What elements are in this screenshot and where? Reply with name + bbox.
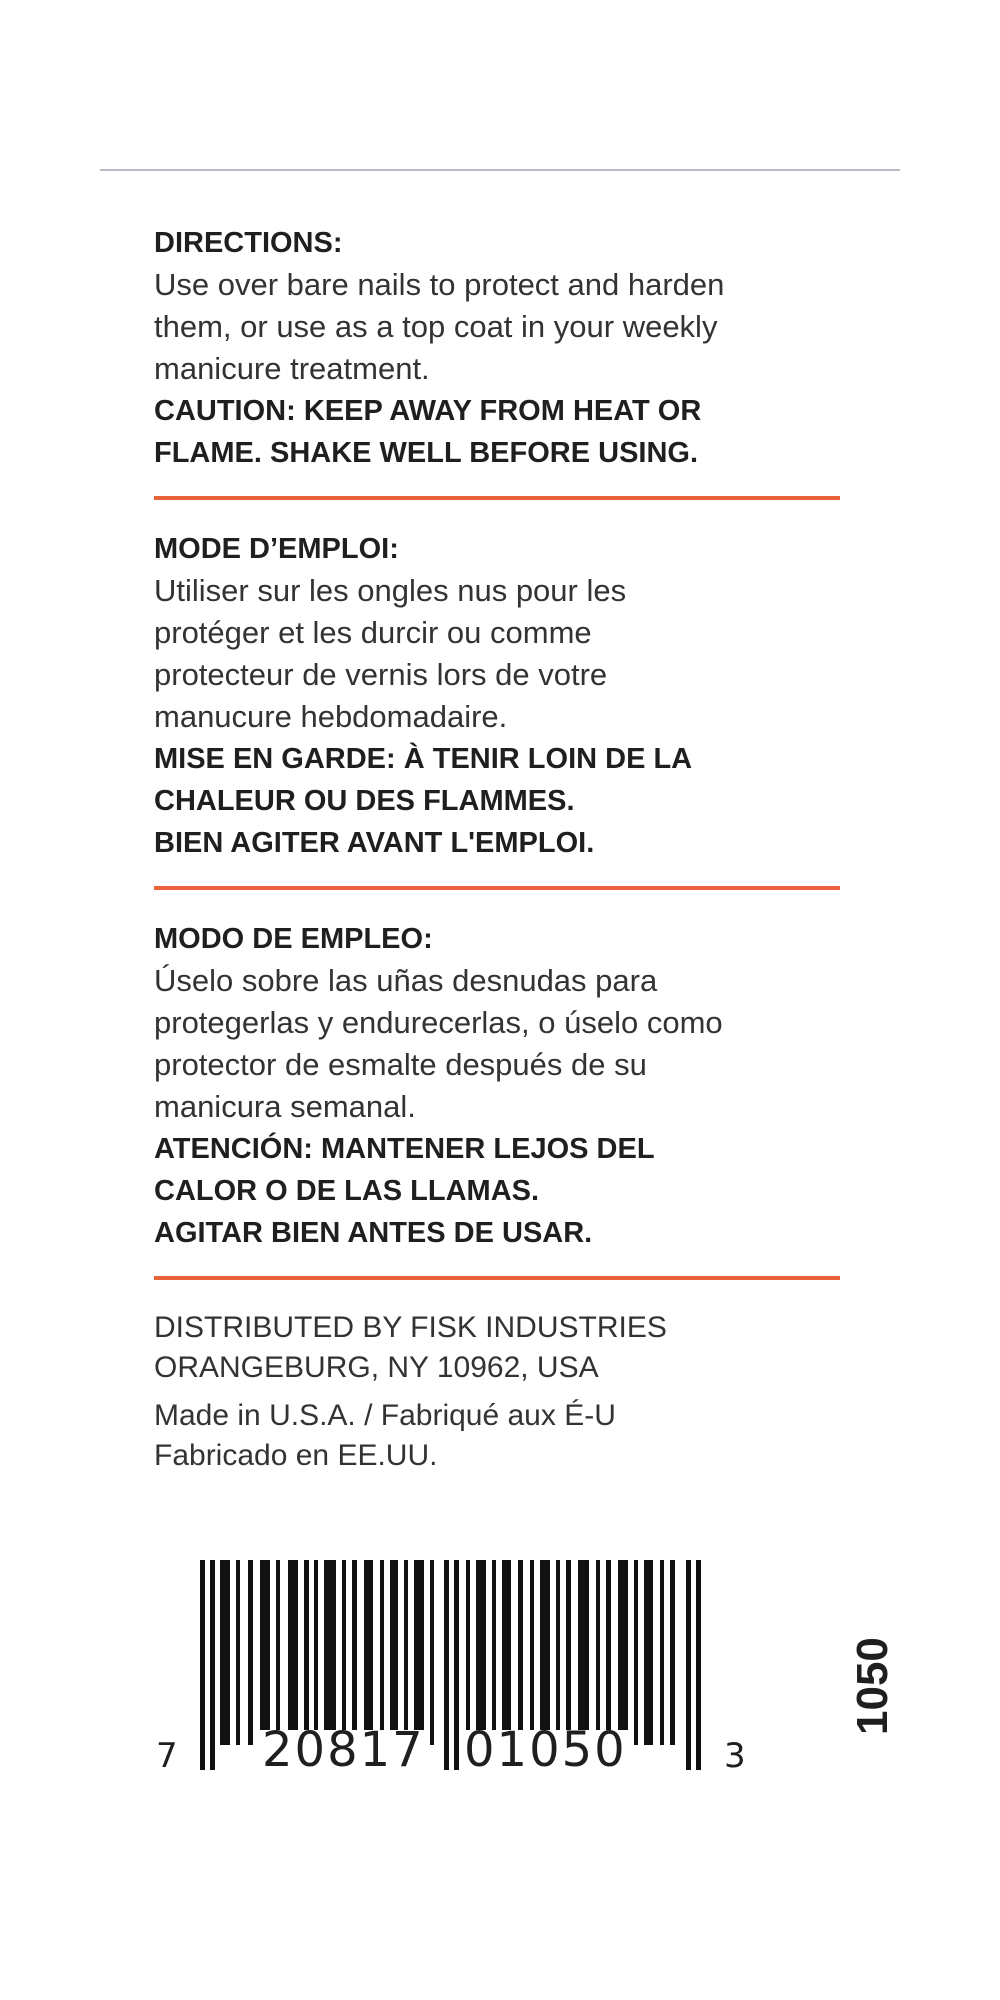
directions-body-line: Use over bare nails to protect and harden	[154, 267, 725, 302]
section-directions-es	[154, 918, 854, 1254]
section-divider	[154, 1276, 840, 1280]
section-directions-en	[154, 222, 854, 474]
caution-line: BIEN AGITER AVANT L'EMPLOI.	[154, 827, 595, 859]
barcode-group-2: 01050	[464, 1722, 627, 1778]
directions-body-line: manicure treatment.	[154, 351, 430, 386]
caution-line: CALOR O DE LAS LLAMAS.	[154, 1175, 540, 1207]
distributor-line: ORANGEBURG, NY 10962, USA	[154, 1351, 599, 1384]
directions-body-line: Úselo sobre las uñas desnudas para	[154, 963, 658, 998]
made-in-line: Fabricado en EE.UU.	[154, 1439, 438, 1472]
directions-body-line: manucure hebdomadaire.	[154, 699, 508, 734]
section-divider	[154, 886, 840, 890]
directions-body-line: them, or use as a top coat in your weekly	[154, 309, 718, 344]
top-divider	[100, 169, 900, 171]
caution-line: CAUTION: KEEP AWAY FROM HEAT OR	[154, 395, 702, 427]
directions-body-line: protegerlas y endurecerlas, o úselo como	[154, 1005, 723, 1040]
caution-line: AGITAR BIEN ANTES DE USAR.	[154, 1217, 593, 1249]
directions-heading: MODO DE EMPLEO:	[154, 923, 433, 955]
directions-body-line: protecteur de vernis lors de votre	[154, 657, 608, 692]
distributor-block	[154, 1308, 854, 1388]
caution-line: CHALEUR OU DES FLAMMES.	[154, 785, 575, 817]
directions-body-line: Utiliser sur les ongles nus pour les	[154, 573, 627, 608]
distributor-line: DISTRIBUTED BY FISK INDUSTRIES	[154, 1311, 667, 1344]
barcode	[150, 1560, 770, 1780]
directions-body-line: protéger et les durcir ou comme	[154, 615, 592, 650]
section-directions-fr	[154, 528, 854, 864]
made-in-block	[154, 1396, 854, 1476]
caution-line: MISE EN GARDE: À TENIR LOIN DE LA	[154, 743, 693, 775]
made-in-line: Made in U.S.A. / Fabriqué aux É-U	[154, 1399, 616, 1432]
directions-heading: MODE D’EMPLOI:	[154, 533, 399, 565]
side-product-code: 1050	[848, 1637, 897, 1735]
barcode-left-digit: 7	[156, 1736, 178, 1776]
directions-body-line: protector de esmalte después de su	[154, 1047, 647, 1082]
label-text-block	[154, 222, 854, 1476]
caution-line: FLAME. SHAKE WELL BEFORE USING.	[154, 437, 699, 469]
barcode-right-digit: 3	[724, 1736, 746, 1776]
caution-line: ATENCIÓN: MANTENER LEJOS DEL	[154, 1133, 655, 1165]
directions-body-line: manicura semanal.	[154, 1089, 416, 1124]
barcode-group-1: 20817	[262, 1722, 425, 1778]
section-divider	[154, 496, 840, 500]
directions-heading: DIRECTIONS:	[154, 227, 343, 259]
